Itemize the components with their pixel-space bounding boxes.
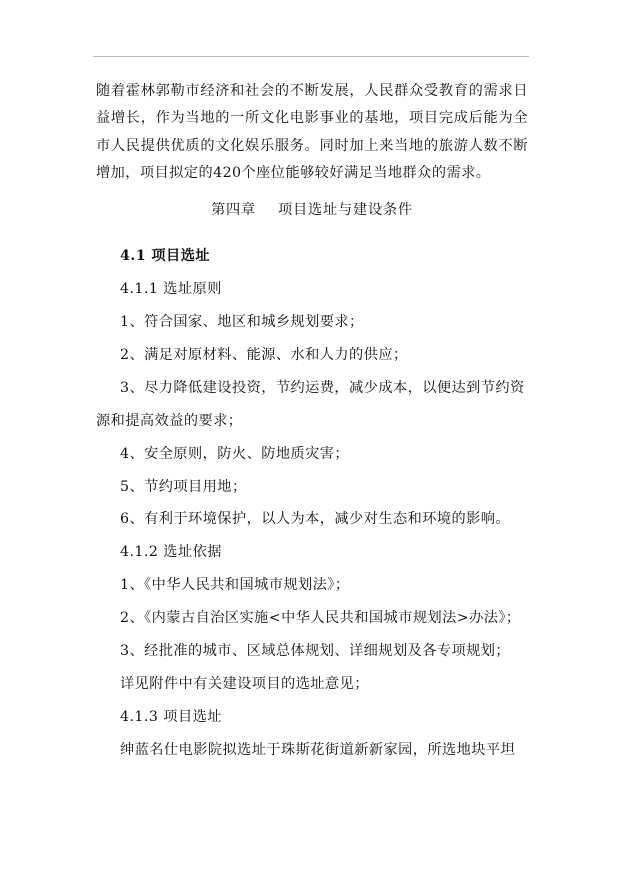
chapter-heading <box>96 197 528 224</box>
list-item: 1、符合国家、地区和城乡规划要求； <box>120 314 364 331</box>
list-item: 3、尽力降低建设投资，节约运费，减少成本，以便达到节约资 <box>120 379 525 396</box>
chapter-number: 第四章 <box>211 202 257 219</box>
section-heading-4-1: 4.1 项目选址 <box>120 248 210 265</box>
list-item: 6、有利于环境保护，以人为本，减少对生态和环境的影响。 <box>120 511 511 528</box>
chapter-title: 项目选址与建设条件 <box>278 202 413 219</box>
list-item: 3、经批准的城市、区域总体规划、详细规划及各专项规划； <box>120 642 511 659</box>
site-description: 绅蓝名仕电影院拟选址于珠斯花街道新新家园，所选地块平坦 <box>120 741 516 758</box>
page-body <box>96 78 528 770</box>
header-divider <box>93 56 529 57</box>
subsection-heading-4-1-1: 4.1.1 选址原则 <box>120 281 222 298</box>
list-item: 详见附件中有关建设项目的选址意见； <box>120 675 369 692</box>
list-item: 4、安全原则，防火、防地质灾害； <box>120 445 350 462</box>
list-item: 2、满足对原材料、能源、水和人力的供应； <box>120 346 408 363</box>
list-item: 1、《中华人民共和国城市规划法》； <box>120 577 350 594</box>
list-item: 2、《内蒙古自治区实施<中华人民共和国城市规划法>办法》； <box>120 610 521 627</box>
intro-paragraph: 随着霍林郭勒市经济和社会的不断发展，人民群众受教育的需求日益增长，作为当地的一所文化电影事业的基地，项目完成后能为全市人民提供优质的文化娱乐服务。同时加上来当地的旅游人数不断增加，项目拟定的420个座位能够较好满足当地群众的需求。 <box>96 83 528 181</box>
subsection-heading-4-1-2: 4.1.2 选址依据 <box>120 544 222 561</box>
list-item-continuation: 源和提高效益的要求； <box>96 412 243 429</box>
subsection-heading-4-1-3: 4.1.3 项目选址 <box>120 708 222 725</box>
list-item: 5、节约项目用地； <box>120 478 247 495</box>
